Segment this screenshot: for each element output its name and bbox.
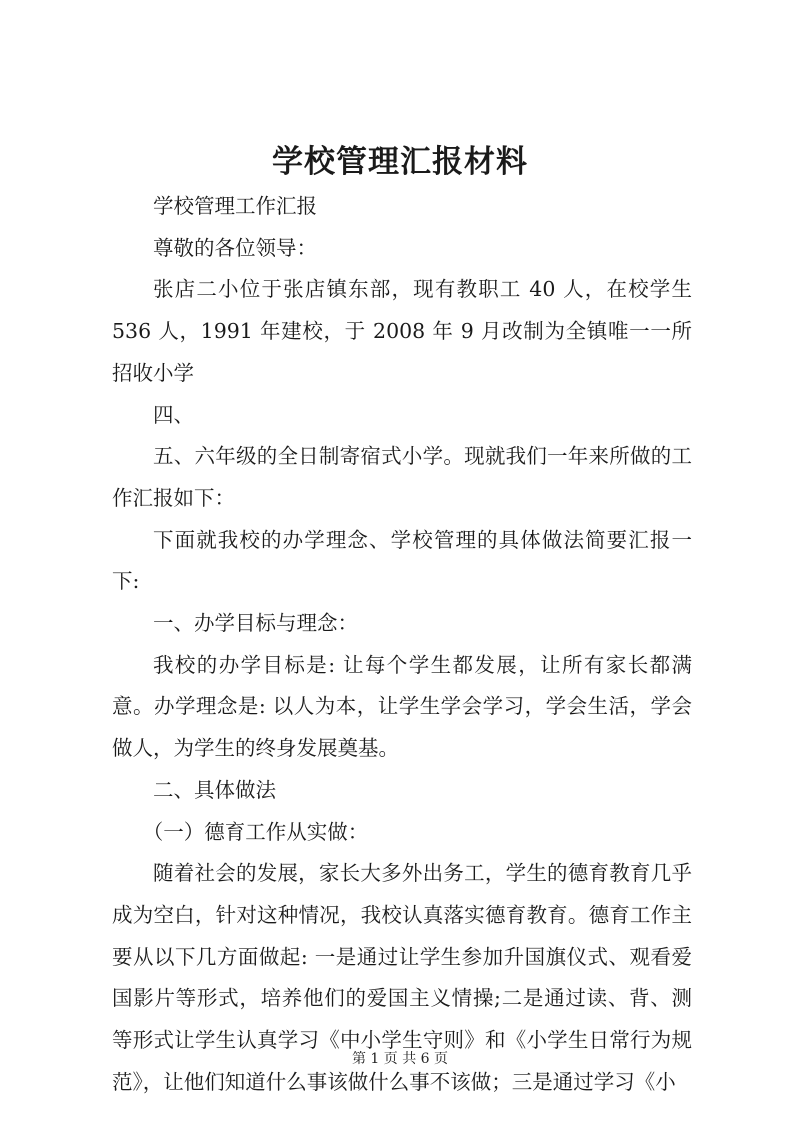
subsection-heading-moral: （一）德育工作从实做： (142, 819, 369, 844)
section-heading-methods: 二、具体做法 (153, 777, 276, 802)
paragraph-salutation: 尊敬的各位领导： (153, 235, 317, 260)
paragraph-summary-intro: 下面就我校的办学理念、学校管理的具体做法简要汇报一下: (112, 527, 692, 594)
paragraph-grade-four: 四、 (153, 402, 194, 427)
paragraph-report-heading: 学校管理工作汇报 (153, 194, 317, 218)
section-heading-goals: 一、办学目标与理念： (153, 611, 358, 636)
document-title: 学校管理汇报材料 (272, 144, 528, 180)
paragraph-grade-five-six: 五、六年级的全日制寄宿式小学。现就我们一年来所做的工作汇报如下： (112, 444, 692, 510)
paragraph-goals: 我校的办学目标是: 让每个学生都发展，让所有家长都满意。办学理念是: 以人为本，让学生学会学习，学会生活，学会做人，为学生的终身发展奠基。 (112, 652, 692, 761)
paragraph-moral-education: 随着社会的发展，家长大多外出务工，学生的德育教育几乎成为空白，针对这种情况，我校认真落实德育教育。德育工作主要从以下几方面做起: 一是通过让学生参加升国旗仪式、观看爱国影片等形式，培养他们的爱国主义情操;二是通过读、背、测等形式让学生认真学习《中小学生守则》和《小学生日常行为规范》，让他们知道什么事该做什么事不该做；三是通过学习《小 (112, 861, 692, 1094)
paragraph-school-intro: 张店二小位于张店镇东部，现有教职工 40 人，在校学生 536 人，1991 年建校，于 2008 年 9 月改制为全镇唯一一所招收小学 (112, 277, 692, 385)
document-body (112, 186, 692, 1103)
page-footer: 第 1 页 共 6 页 (351, 1051, 449, 1067)
